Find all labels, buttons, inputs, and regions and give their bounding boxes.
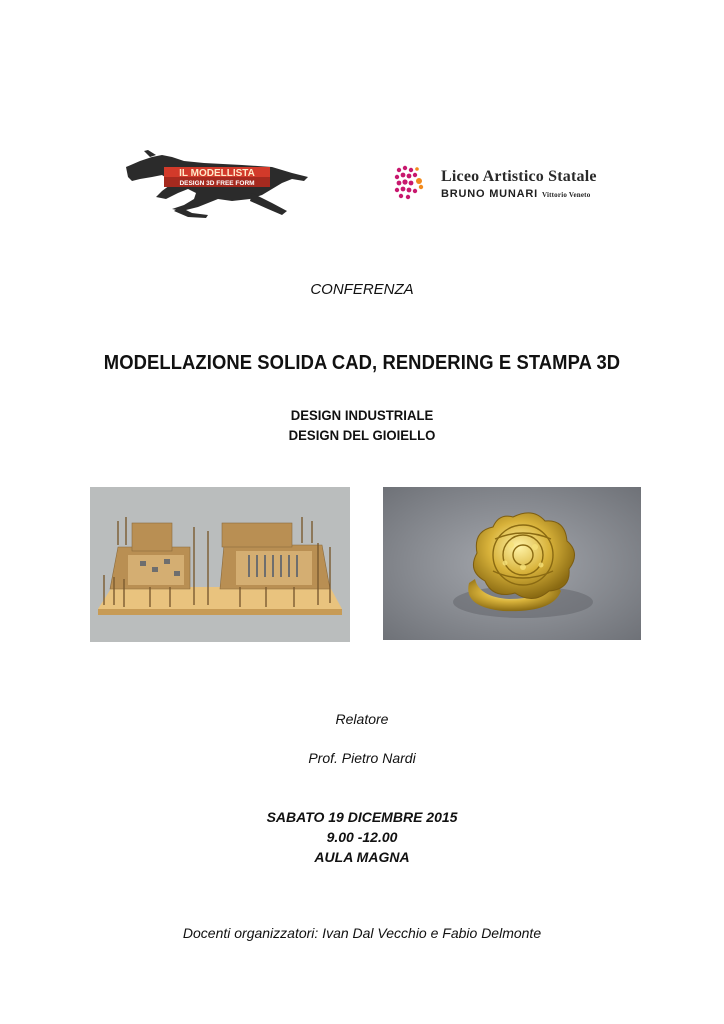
logo-subtitle: DESIGN 3D FREE FORM: [179, 180, 255, 187]
subtitle-industrial: DESIGN INDUSTRIALE: [290, 407, 434, 423]
event-type: CONFERENZA: [310, 281, 414, 298]
speaker-label: Relatore: [335, 711, 389, 727]
event-time: 9.00 -12.00: [326, 829, 398, 845]
gold-ring-image: [383, 487, 641, 640]
subtitle-jewelry: DESIGN DEL GIOIELLO: [288, 427, 436, 443]
liceo-school-name: BRUNO MUNARI: [441, 188, 538, 200]
il-modellista-logo: [122, 147, 312, 219]
logo-title: IL MODELLISTA: [179, 168, 255, 179]
horse-icon: [122, 147, 312, 219]
liceo-name: Liceo Artistico Statale: [441, 168, 597, 185]
subtitle-block: [22, 405, 703, 445]
event-date: SABATO 19 DICEMBRE 2015: [266, 809, 458, 825]
architectural-model-image: [90, 487, 350, 642]
liceo-logo: [393, 158, 618, 206]
page-title: MODELLAZIONE SOLIDA CAD, RENDERING E STAMPA 3D: [103, 352, 621, 374]
liceo-city: Vittorio Veneto: [541, 191, 591, 199]
liceo-school: [441, 188, 590, 200]
organizers-text: Docenti organizzatori: Ivan Dal Vecchio e Fabio Delmonte: [182, 925, 542, 941]
speaker-name: Prof. Pietro Nardi: [308, 750, 416, 766]
dots-icon: [393, 162, 433, 202]
event-place: AULA MAGNA: [314, 849, 410, 865]
schedule-block: [0, 807, 724, 867]
